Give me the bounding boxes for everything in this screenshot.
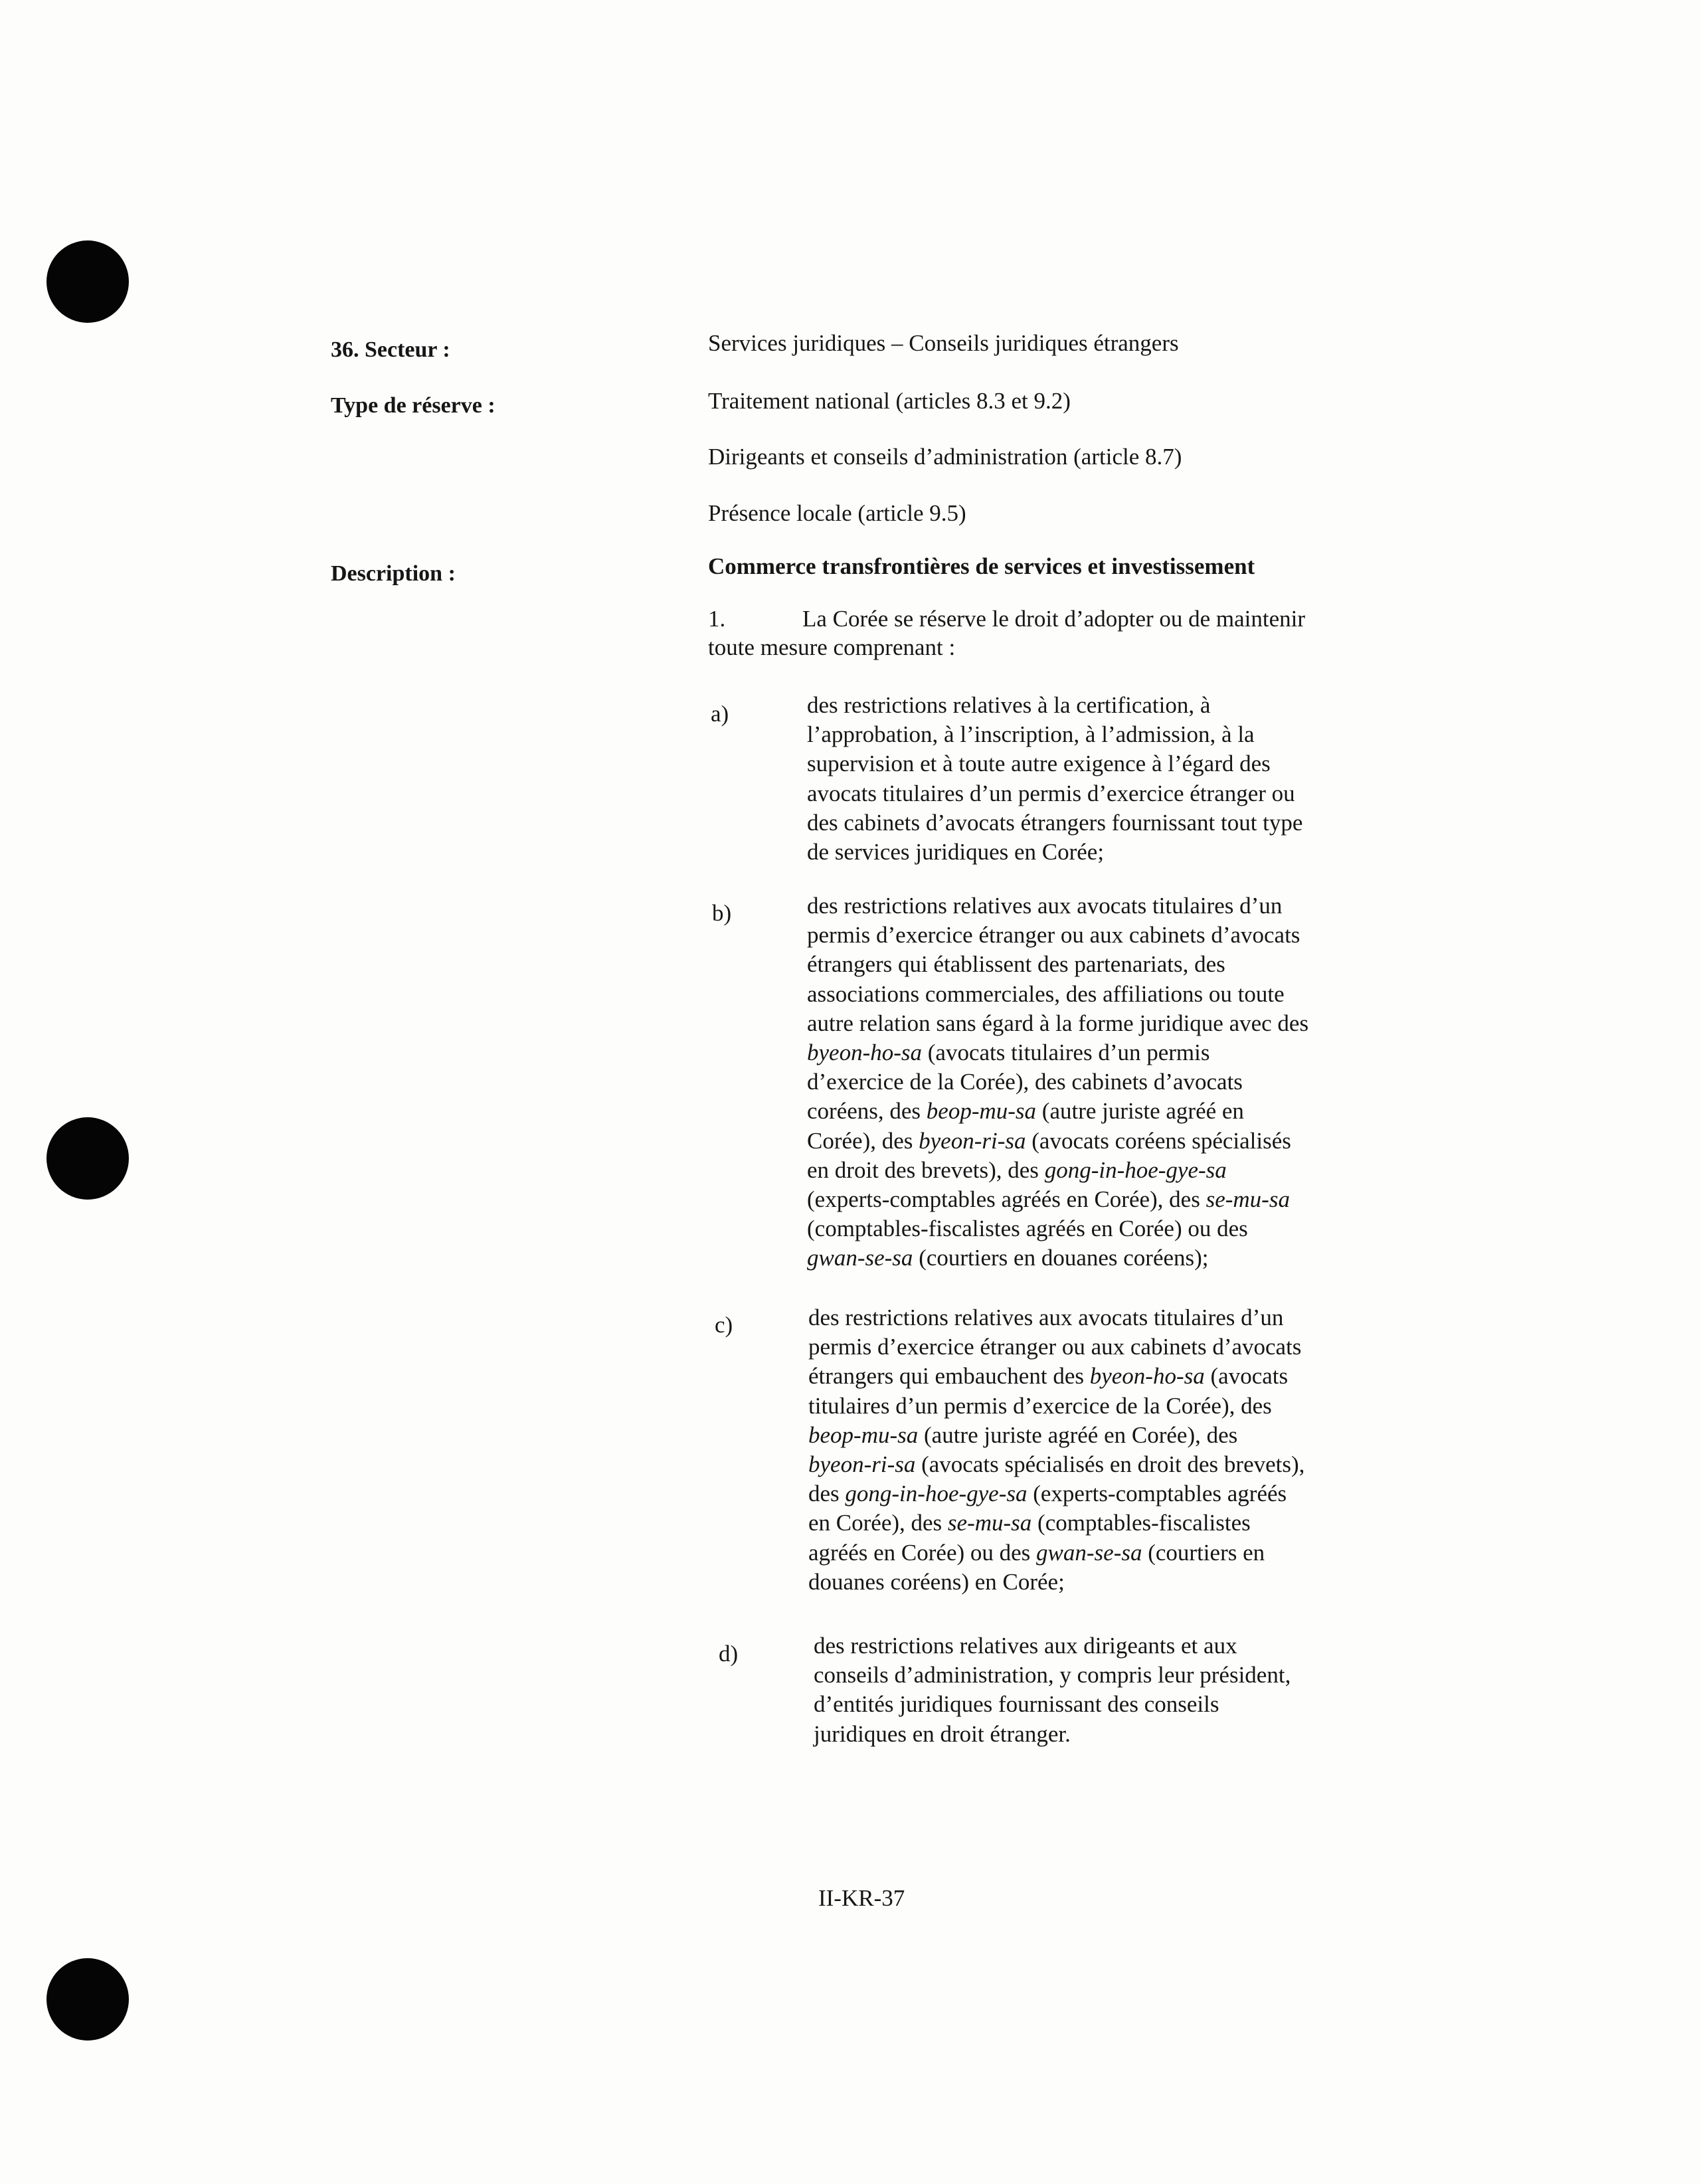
item-line: l’approbation, à l’inscription, à l’admission, à la	[807, 721, 1255, 748]
item-line: douanes coréens) en Corée;	[808, 1568, 1065, 1595]
item-line: (comptables-fiscalistes agréés en Corée) ou des	[807, 1216, 1248, 1242]
page-number: II-KR-37	[818, 1885, 905, 1911]
item-d-letter: d)	[719, 1641, 739, 1667]
sector-label: 36. Secteur :	[331, 337, 450, 362]
item-line: des gong-in-hoe-gye-sa (experts-comptables agréés	[808, 1481, 1287, 1507]
item-line: coréens, des beop-mu-sa (autre juriste agréé en	[807, 1098, 1244, 1125]
item-line: byeon-ho-sa (avocats titulaires d’un permis	[807, 1040, 1210, 1066]
item-line: d’entités juridiques fournissant des conseils	[814, 1691, 1219, 1718]
item-line: permis d’exercice étranger ou aux cabinets d’avocats	[807, 922, 1300, 949]
item-line: titulaires d’un permis d’exercice de la Corée), des	[808, 1392, 1272, 1419]
item-line: des cabinets d’avocats étrangers fournissant tout type	[807, 809, 1303, 836]
paragraph-text: La Corée se réserve le droit d’adopter ou de maintenir toute mesure comprenant :	[708, 606, 1306, 660]
item-line: des restrictions relatives aux avocats titulaires d’un	[808, 1305, 1284, 1330]
item-line: en droit des brevets), des gong-in-hoe-gye-sa	[807, 1156, 1227, 1183]
description-paragraph-1	[708, 604, 1306, 662]
item-c-letter: c)	[715, 1312, 733, 1338]
reservation-type-local-presence: Présence locale (article 9.5)	[708, 500, 966, 526]
item-line: Corée), des byeon-ri-sa (avocats coréens spécialisés	[807, 1127, 1291, 1154]
item-line: de services juridiques en Corée;	[807, 839, 1105, 865]
paragraph-number: 1.	[708, 606, 726, 632]
item-a-letter: a)	[711, 701, 729, 727]
description-heading: Commerce transfrontières de services et investissement	[708, 553, 1255, 579]
item-line: des restrictions relatives à la certification, à	[807, 692, 1211, 718]
item-c-text	[808, 1303, 1393, 1597]
item-line: des restrictions relatives aux dirigeants et aux	[814, 1633, 1237, 1659]
item-a-text	[807, 691, 1391, 867]
item-line: (experts-comptables agréés en Corée), des se-mu-sa	[807, 1186, 1290, 1213]
item-line: en Corée), des se-mu-sa (comptables-fiscalistes	[808, 1510, 1251, 1536]
item-line: beop-mu-sa (autre juriste agréé en Corée), des	[808, 1421, 1238, 1448]
item-line: gwan-se-sa (courtiers en douanes coréens);	[807, 1245, 1209, 1271]
item-line: supervision et à toute autre exigence à l’égard des	[807, 751, 1271, 777]
item-line: permis d’exercice étranger ou aux cabinets d’avocats	[808, 1334, 1302, 1360]
reservation-type-label: Type de réserve :	[331, 393, 495, 418]
item-line: byeon-ri-sa (avocats spécialisés en droit des brevets),	[808, 1451, 1305, 1478]
binder-hole-middle	[46, 1117, 129, 1200]
item-b-text	[807, 891, 1391, 1273]
reservation-type-senior-management: Dirigeants et conseils d’administration (article 8.7)	[708, 444, 1182, 470]
item-line: des restrictions relatives aux avocats titulaires d’un	[807, 893, 1283, 919]
item-line: étrangers qui embauchent des byeon-ho-sa (avocats	[808, 1363, 1289, 1390]
sector-value: Services juridiques – Conseils juridiques étrangers	[708, 330, 1179, 356]
item-line: autre relation sans égard à la forme juridique avec des	[807, 1010, 1309, 1036]
item-line: d’exercice de la Corée), des cabinets d’avocats	[807, 1069, 1243, 1095]
item-line: avocats titulaires d’un permis d’exercice étranger ou	[807, 780, 1295, 806]
item-d-text	[814, 1631, 1398, 1749]
item-line: conseils d’administration, y compris leur président,	[814, 1662, 1291, 1688]
item-line: agréés en Corée) ou des gwan-se-sa (courtiers en	[808, 1539, 1265, 1566]
item-line: associations commerciales, des affiliations ou toute	[807, 980, 1285, 1007]
reservation-type-national-treatment: Traitement national (articles 8.3 et 9.2)	[708, 388, 1071, 414]
description-label: Description :	[331, 561, 456, 586]
item-line: juridiques en droit étranger.	[814, 1720, 1071, 1747]
binder-hole-top	[46, 240, 129, 323]
binder-hole-bottom	[46, 1958, 129, 2041]
item-b-letter: b)	[712, 900, 732, 926]
item-line: étrangers qui établissent des partenariats, des	[807, 951, 1225, 978]
